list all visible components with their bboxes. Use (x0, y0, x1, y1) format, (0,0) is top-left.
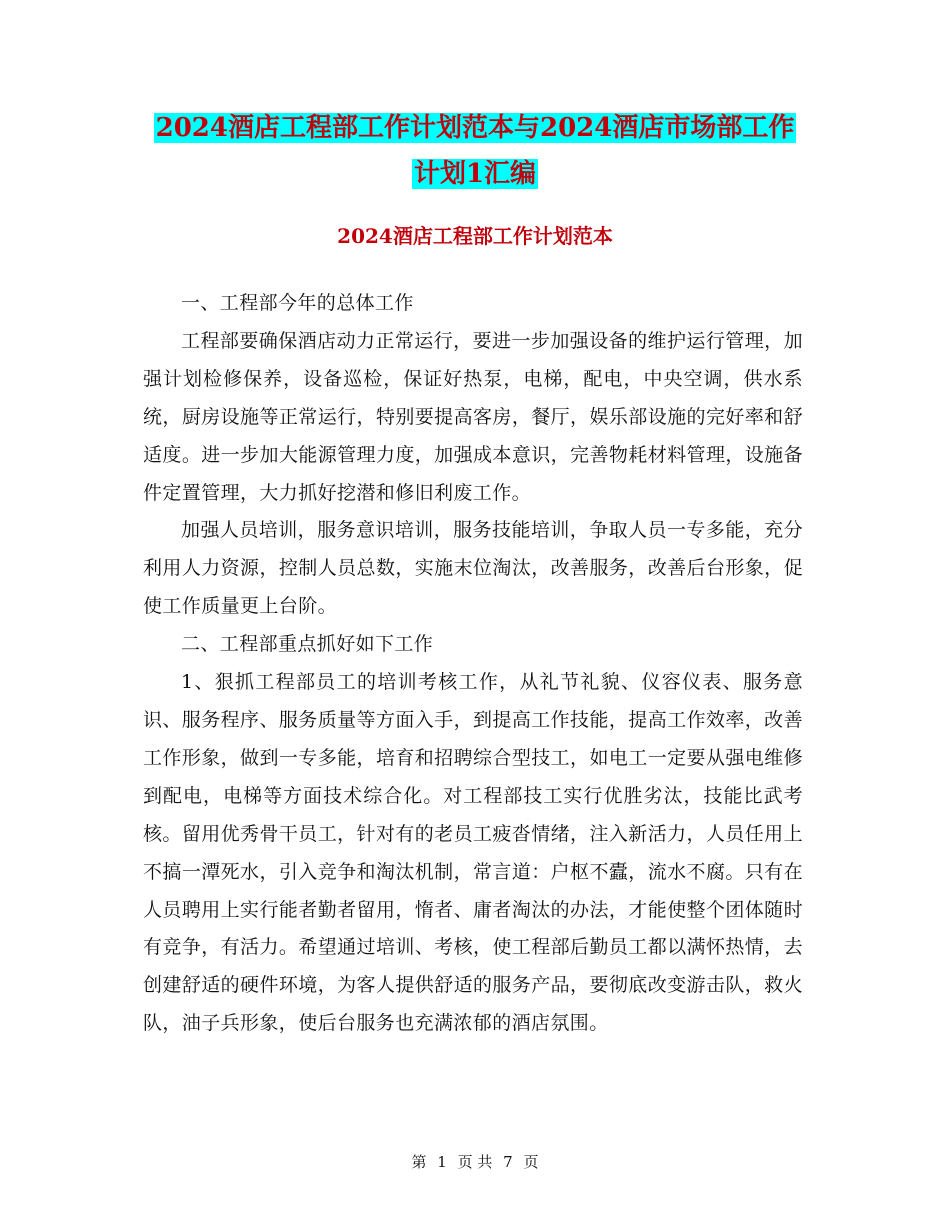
document-body (143, 285, 803, 1043)
paragraph-training: 加强人员培训，服务意识培训，服务技能培训，争取人员一专多能，充分利用人力资源，控制人员总数，实施末位淘汰，改善服务，改善后台形象，促使工作质量更上台阶。 (143, 519, 803, 618)
title-highlight: 2024酒店工程部工作计划范本与2024酒店市场部工作 (155, 113, 795, 143)
paragraph-operations: 工程部要确保酒店动力正常运行，要进一步加强设备的维护运行管理，加强计划检修保养，设备巡检，保证好热泵，电梯，配电，中央空调，供水系统，厨房设施等正常运行，特别要提高客房，餐厅，娱乐部设施的完好率和舒适度。进一步加大能源管理力度，加强成本意识，完善物耗材料管理，设施备件定置管理，大力抓好挖潜和修旧利废工作。 (143, 329, 803, 504)
heading-key-work: 二、工程部重点抓好如下工作 (181, 633, 434, 656)
page-number: 1 (437, 1153, 447, 1171)
page-total: 7 (503, 1153, 513, 1171)
document-title-line-1 (0, 106, 950, 150)
title-highlight: 计划1汇编 (413, 159, 537, 189)
document-title-line-2 (0, 152, 950, 196)
footer-prefix: 第 (411, 1153, 427, 1171)
footer-mid: 页 共 (457, 1153, 493, 1171)
section-title: 2024酒店工程部工作计划范本 (337, 224, 613, 248)
footer-suffix: 页 (523, 1153, 539, 1171)
paragraph-key-work-1: 1、狠抓工程部员工的培训考核工作，从礼节礼貌、仪容仪表、服务意识、服务程序、服务质量等方面入手，到提高工作技能，提高工作效率，改善工作形象，做到一专多能，培育和招聘综合型技工，如电工一定要从强电维修到配电，电梯等方面技术综合化。对工程部技工实行优胜劣汰，技能比武考核。留用优秀骨干员工，针对有的老员工疲沓情绪，注入新活力，人员任用上不搞一潭死水，引入竞争和淘汰机制，常言道：户枢不蠹，流水不腐。只有在人员聘用上实行能者勤者留用，惰者、庸者淘汰的办法，才能使整个团体随时有竞争，有活力。希望通过培训、考核，使工程部后勤员工都以满怀热情，去创建舒适的硬件环境，为客人提供舒适的服务产品，要彻底改变游击队，救火队，油子兵形象，使后台服务也充满浓郁的酒店氛围。 (143, 671, 803, 1035)
page-footer (0, 1150, 950, 1174)
heading-overall-work: 一、工程部今年的总体工作 (181, 292, 414, 314)
